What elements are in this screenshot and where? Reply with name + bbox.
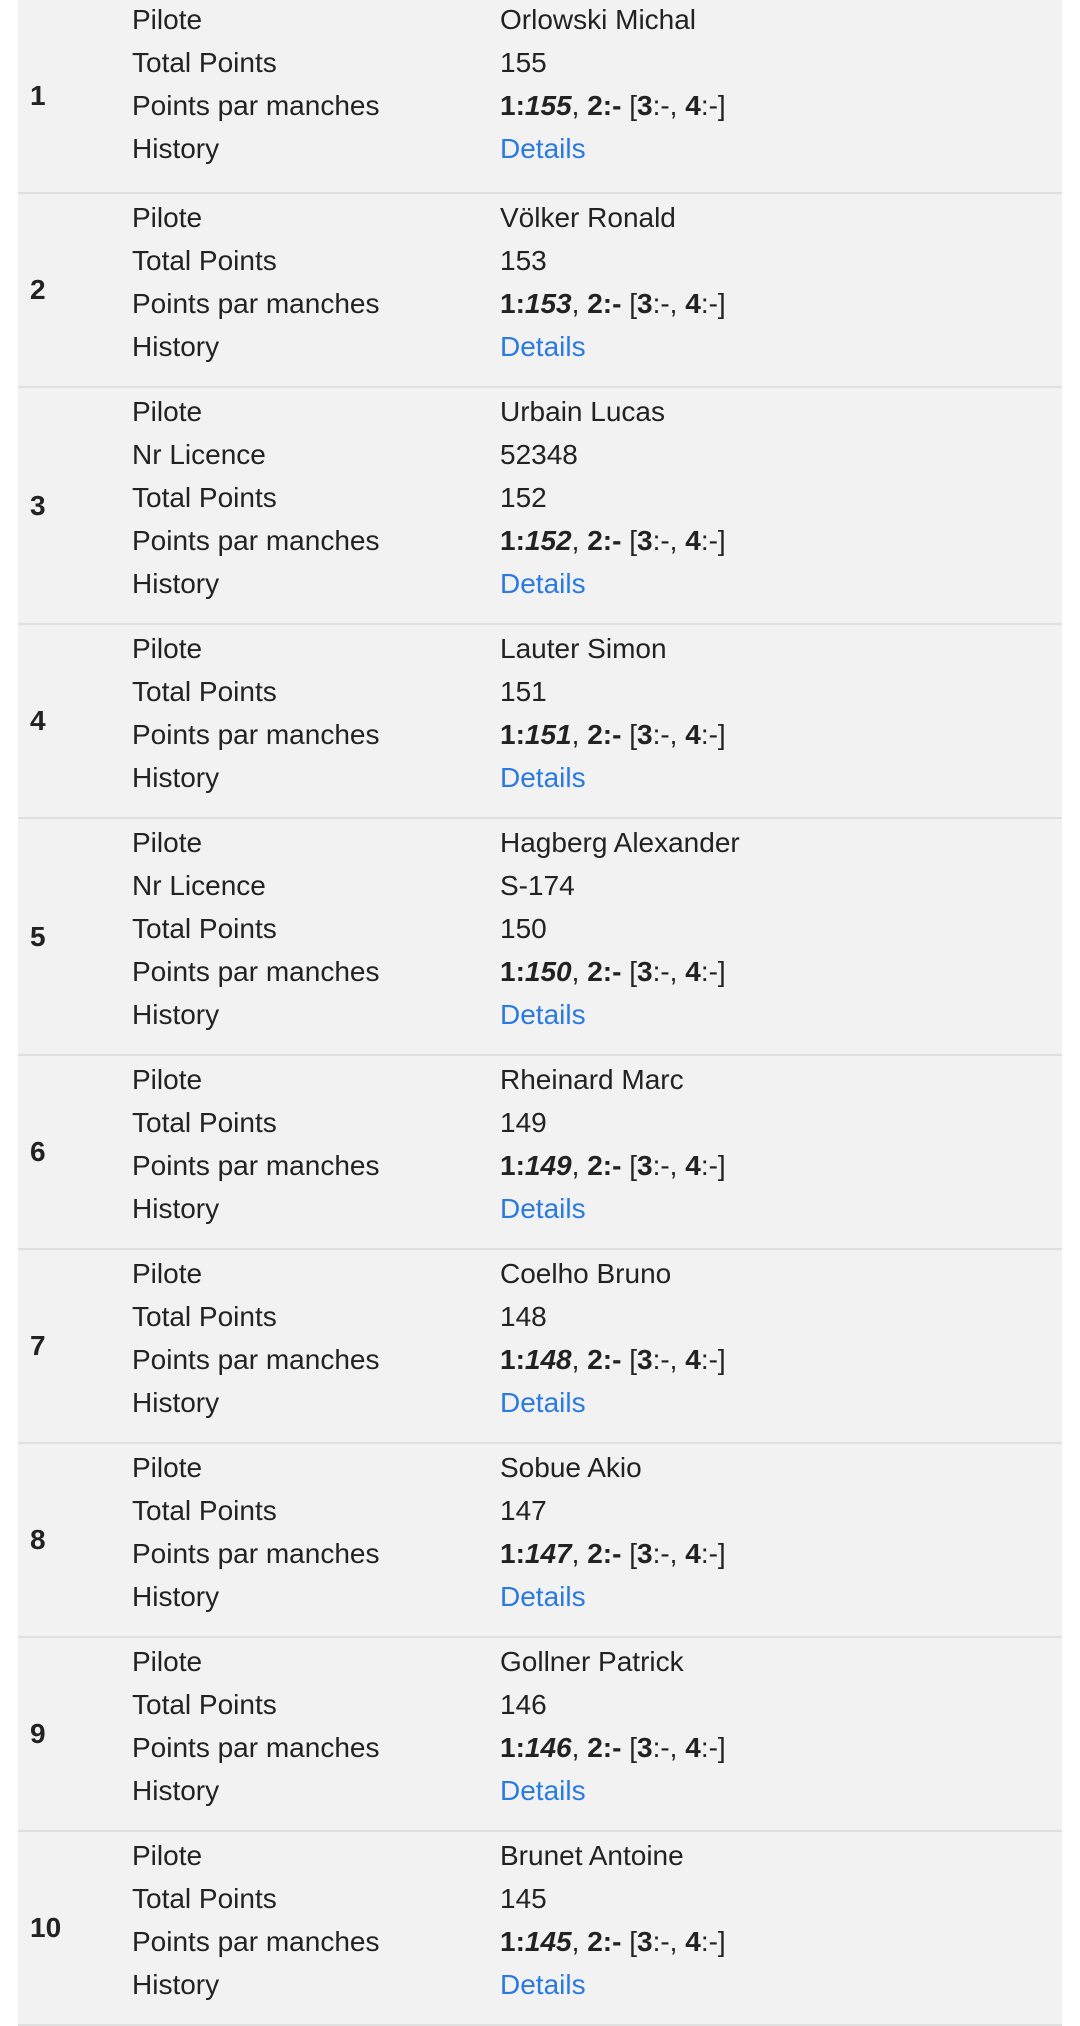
- results-table: [18, 0, 1062, 2026]
- round-1-points-text: 147: [524, 1538, 572, 1569]
- manches-value: [500, 1338, 726, 1381]
- round-3-label: 3: [636, 1732, 653, 1763]
- separator: ,: [669, 1732, 686, 1763]
- bracket-open: [: [621, 1538, 637, 1569]
- round-1-points: [525, 1150, 572, 1181]
- total-points-value: 155: [500, 47, 547, 78]
- round-2-points: :-: [602, 1538, 622, 1569]
- round-3-label: 3: [636, 1538, 653, 1569]
- history-line: [18, 325, 1062, 368]
- history-label: History: [132, 1193, 220, 1224]
- pilote-label: Pilote: [132, 4, 203, 35]
- rank-number: 1: [30, 80, 46, 111]
- pilote-value: Rheinard Marc: [500, 1064, 684, 1095]
- points-par-manches-label: Points par manches: [132, 1538, 380, 1569]
- pilote-label: Pilote: [132, 1064, 203, 1095]
- round-2-label: 2: [587, 525, 603, 556]
- bracket-open: [: [621, 1150, 637, 1181]
- points-par-manches-label: Points par manches: [132, 1150, 380, 1181]
- separator: ,: [571, 1926, 588, 1957]
- total-points-line: [18, 1683, 1062, 1726]
- total-points-label: Total Points: [132, 245, 277, 276]
- round-3-points: :-: [652, 956, 670, 987]
- points-par-manches-line: [18, 1532, 1062, 1575]
- points-par-manches-line: [18, 1338, 1062, 1381]
- manches-value: [500, 950, 726, 993]
- bracket-close: ]: [717, 956, 726, 987]
- total-points-value: 148: [500, 1301, 547, 1332]
- points-par-manches-label: Points par manches: [132, 1732, 380, 1763]
- details-link[interactable]: Details: [500, 133, 586, 164]
- total-points-line: [18, 1877, 1062, 1920]
- points-par-manches-line: [18, 1920, 1062, 1963]
- pilote-value: Völker Ronald: [500, 202, 676, 233]
- round-3-label: 3: [636, 288, 653, 319]
- round-4-points: :-: [700, 1926, 718, 1957]
- round-3-label: 3: [636, 1344, 653, 1375]
- round-2-points: :-: [602, 1926, 622, 1957]
- round-1-points: [525, 719, 572, 750]
- round-3-points: :-: [652, 719, 670, 750]
- round-3-points: :-: [652, 1344, 670, 1375]
- separator: ,: [571, 956, 588, 987]
- total-points-value: 150: [500, 913, 547, 944]
- round-1-points-text: 152: [524, 525, 572, 556]
- total-points-line: [18, 1101, 1062, 1144]
- round-4-points: :-: [700, 288, 718, 319]
- total-points-line: [18, 1489, 1062, 1532]
- separator: ,: [669, 1926, 686, 1957]
- total-points-value: 152: [500, 482, 547, 513]
- result-row: [18, 1056, 1062, 1250]
- round-4-points: :-: [700, 956, 718, 987]
- bracket-open: [: [621, 525, 637, 556]
- rank-number: 7: [30, 1330, 46, 1361]
- total-points-label: Total Points: [132, 676, 277, 707]
- points-par-manches-line: [18, 950, 1062, 993]
- bracket-open: [: [621, 1732, 637, 1763]
- bracket-close: ]: [717, 1732, 726, 1763]
- pilote-line: [18, 390, 1062, 433]
- total-points-label: Total Points: [132, 47, 277, 78]
- round-3-label: 3: [636, 1150, 653, 1181]
- round-1-colon: :: [515, 1150, 525, 1181]
- manches-value: [500, 1532, 726, 1575]
- bracket-close: ]: [717, 90, 726, 121]
- manches-value: [500, 713, 726, 756]
- history-line: [18, 1187, 1062, 1230]
- total-points-line: [18, 670, 1062, 713]
- round-4-label: 4: [685, 288, 701, 319]
- pilote-line: [18, 1834, 1062, 1877]
- manches-value: [500, 1144, 726, 1187]
- round-1-points: [525, 1732, 572, 1763]
- bracket-open: [: [621, 719, 637, 750]
- pilote-label: Pilote: [132, 1840, 203, 1871]
- pilote-line: [18, 627, 1062, 670]
- round-2-label: 2: [587, 1926, 603, 1957]
- history-label: History: [132, 999, 220, 1030]
- row-fields: [18, 1056, 1062, 1250]
- round-2-label: 2: [587, 1150, 603, 1181]
- result-row: [18, 1444, 1062, 1638]
- total-points-line: [18, 907, 1062, 950]
- points-par-manches-label: Points par manches: [132, 1344, 380, 1375]
- round-1-points: [525, 1538, 572, 1569]
- row-fields: [18, 0, 1062, 190]
- total-points-label: Total Points: [132, 1495, 277, 1526]
- round-1-colon: :: [515, 1344, 525, 1375]
- separator: ,: [571, 525, 588, 556]
- round-4-points: :-: [700, 719, 718, 750]
- history-line: [18, 756, 1062, 799]
- total-points-label: Total Points: [132, 1301, 277, 1332]
- licence-value: 52348: [500, 439, 578, 470]
- bracket-close: ]: [717, 1926, 726, 1957]
- total-points-line: [18, 41, 1062, 84]
- round-4-label: 4: [685, 719, 701, 750]
- history-label: History: [132, 1775, 220, 1806]
- manches-value: [500, 1726, 726, 1769]
- history-label: History: [132, 1969, 220, 2000]
- row-fields: [18, 819, 1062, 1056]
- round-4-label: 4: [685, 956, 701, 987]
- separator: ,: [571, 288, 588, 319]
- result-row: [18, 1250, 1062, 1444]
- points-par-manches-line: [18, 1726, 1062, 1769]
- history-line: [18, 1769, 1062, 1812]
- bracket-close: ]: [717, 1344, 726, 1375]
- total-points-value: 151: [500, 676, 547, 707]
- row-fields: [18, 194, 1062, 388]
- points-par-manches-line: [18, 282, 1062, 325]
- row-fields: [18, 1444, 1062, 1638]
- bracket-open: [: [621, 288, 637, 319]
- separator: ,: [669, 719, 686, 750]
- history-label: History: [132, 568, 220, 599]
- history-label: History: [132, 1387, 220, 1418]
- pilote-line: [18, 0, 1062, 41]
- round-2-label: 2: [587, 719, 603, 750]
- round-2-points: :-: [602, 956, 622, 987]
- manches-value: [500, 282, 726, 325]
- round-3-points: :-: [652, 1732, 670, 1763]
- round-1-colon: :: [515, 956, 525, 987]
- total-points-line: [18, 1295, 1062, 1338]
- result-row: [18, 1832, 1062, 2026]
- round-3-points: :-: [652, 1150, 670, 1181]
- pilote-value: Brunet Antoine: [500, 1840, 684, 1871]
- round-3-points: :-: [652, 288, 670, 319]
- total-points-value: 146: [500, 1689, 547, 1720]
- pilote-line: [18, 1058, 1062, 1101]
- round-1-label: 1: [500, 288, 516, 319]
- round-1-points-text: 146: [524, 1732, 572, 1763]
- round-1-label: 1: [500, 525, 516, 556]
- result-row: [18, 194, 1062, 388]
- total-points-line: [18, 476, 1062, 519]
- round-3-points: :-: [652, 90, 670, 121]
- round-3-label: 3: [636, 525, 653, 556]
- pilote-value: Gollner Patrick: [500, 1646, 684, 1677]
- bracket-close: ]: [717, 1150, 726, 1181]
- bracket-close: ]: [717, 288, 726, 319]
- history-label: History: [132, 762, 220, 793]
- pilote-value: Urbain Lucas: [500, 396, 665, 427]
- pilote-value: Lauter Simon: [500, 633, 667, 664]
- round-2-points: :-: [602, 1732, 622, 1763]
- history-line: [18, 127, 1062, 170]
- round-1-points: [525, 525, 572, 556]
- manches-value: [500, 519, 726, 562]
- points-par-manches-label: Points par manches: [132, 90, 380, 121]
- separator: ,: [669, 90, 686, 121]
- pilote-line: [18, 1446, 1062, 1489]
- round-1-colon: :: [515, 1732, 525, 1763]
- total-points-label: Total Points: [132, 482, 277, 513]
- history-line: [18, 1963, 1062, 2006]
- round-1-label: 1: [500, 1344, 516, 1375]
- row-fields: [18, 1832, 1062, 2026]
- licence-line: [18, 864, 1062, 907]
- history-line: [18, 1381, 1062, 1424]
- round-4-label: 4: [685, 1538, 701, 1569]
- total-points-line: [18, 239, 1062, 282]
- separator: ,: [571, 1150, 588, 1181]
- round-4-points: :-: [700, 1150, 718, 1181]
- total-points-value: 149: [500, 1107, 547, 1138]
- row-fields: [18, 1250, 1062, 1444]
- round-3-label: 3: [636, 719, 653, 750]
- points-par-manches-label: Points par manches: [132, 288, 380, 319]
- total-points-value: 153: [500, 245, 547, 276]
- pilote-label: Pilote: [132, 396, 203, 427]
- round-1-points: [525, 1926, 572, 1957]
- rank-number: 4: [30, 705, 46, 736]
- round-1-colon: :: [515, 525, 525, 556]
- points-par-manches-line: [18, 1144, 1062, 1187]
- round-1-points-text: 145: [524, 1926, 572, 1957]
- round-1-label: 1: [500, 956, 516, 987]
- total-points-label: Total Points: [132, 1883, 277, 1914]
- points-par-manches-label: Points par manches: [132, 956, 380, 987]
- separator: ,: [669, 1150, 686, 1181]
- history-line: [18, 562, 1062, 605]
- round-2-points: :-: [602, 288, 622, 319]
- pilote-line: [18, 821, 1062, 864]
- round-2-points: :-: [602, 719, 622, 750]
- row-fields: [18, 625, 1062, 819]
- round-1-points-text: 150: [524, 956, 572, 987]
- licence-label: Nr Licence: [132, 439, 266, 470]
- separator: ,: [571, 1732, 588, 1763]
- round-4-label: 4: [685, 1344, 701, 1375]
- round-1-label: 1: [500, 719, 516, 750]
- round-1-points: [525, 956, 572, 987]
- round-1-label: 1: [500, 1538, 516, 1569]
- round-1-points: [525, 90, 572, 121]
- pilote-line: [18, 1640, 1062, 1683]
- details-link[interactable]: Details: [500, 1581, 586, 1612]
- pilote-label: Pilote: [132, 633, 203, 664]
- round-2-label: 2: [587, 1538, 603, 1569]
- round-4-points: :-: [700, 1732, 718, 1763]
- round-1-colon: :: [515, 90, 525, 121]
- bracket-close: ]: [717, 719, 726, 750]
- bracket-open: [: [621, 1344, 637, 1375]
- pilote-label: Pilote: [132, 1258, 203, 1289]
- result-row: [18, 819, 1062, 1056]
- round-1-colon: :: [515, 1926, 525, 1957]
- rank-number: 6: [30, 1136, 46, 1167]
- round-2-label: 2: [587, 90, 603, 121]
- separator: ,: [571, 1538, 588, 1569]
- round-2-label: 2: [587, 1344, 603, 1375]
- round-1-label: 1: [500, 90, 516, 121]
- details-link[interactable]: Details: [500, 1969, 586, 2000]
- separator: ,: [571, 90, 588, 121]
- round-1-label: 1: [500, 1150, 516, 1181]
- total-points-label: Total Points: [132, 1107, 277, 1138]
- round-2-points: :-: [602, 1150, 622, 1181]
- details-link[interactable]: Details: [500, 1775, 586, 1806]
- separator: ,: [669, 956, 686, 987]
- result-row: [18, 625, 1062, 819]
- bracket-open: [: [621, 956, 637, 987]
- history-line: [18, 993, 1062, 1036]
- bracket-open: [: [621, 1926, 637, 1957]
- round-2-points: :-: [602, 1344, 622, 1375]
- round-1-points-text: 149: [524, 1150, 572, 1181]
- round-3-points: :-: [652, 525, 670, 556]
- history-label: History: [132, 1581, 220, 1612]
- round-1-points: [525, 1344, 572, 1375]
- separator: ,: [669, 1344, 686, 1375]
- rank-number: 8: [30, 1524, 46, 1555]
- separator: ,: [669, 1538, 686, 1569]
- round-4-points: :-: [700, 525, 718, 556]
- licence-value: S-174: [500, 870, 575, 901]
- round-4-label: 4: [685, 1150, 701, 1181]
- bracket-open: [: [621, 90, 637, 121]
- manches-value: [500, 1920, 726, 1963]
- manches-value: [500, 84, 726, 127]
- row-fields: [18, 1638, 1062, 1832]
- licence-label: Nr Licence: [132, 870, 266, 901]
- points-par-manches-line: [18, 713, 1062, 756]
- round-1-colon: :: [515, 288, 525, 319]
- separator: ,: [669, 525, 686, 556]
- separator: ,: [571, 1344, 588, 1375]
- pilote-label: Pilote: [132, 1646, 203, 1677]
- round-1-label: 1: [500, 1732, 516, 1763]
- result-row: [18, 388, 1062, 625]
- separator: ,: [669, 288, 686, 319]
- history-line: [18, 1575, 1062, 1618]
- rank-number: 3: [30, 489, 46, 521]
- history-label: History: [132, 133, 220, 164]
- details-link[interactable]: Details: [500, 999, 586, 1030]
- details-link[interactable]: Details: [500, 568, 586, 599]
- round-1-colon: :: [515, 1538, 525, 1569]
- separator: ,: [571, 719, 588, 750]
- round-2-label: 2: [587, 956, 603, 987]
- round-4-points: :-: [700, 1344, 718, 1375]
- round-3-label: 3: [636, 1926, 653, 1957]
- pilote-line: [18, 196, 1062, 239]
- round-3-label: 3: [636, 90, 653, 121]
- total-points-label: Total Points: [132, 1689, 277, 1720]
- history-label: History: [132, 331, 220, 362]
- round-4-points: :-: [700, 1538, 718, 1569]
- pilote-label: Pilote: [132, 827, 203, 858]
- result-row: [18, 1638, 1062, 1832]
- round-4-label: 4: [685, 90, 701, 121]
- round-4-label: 4: [685, 1926, 701, 1957]
- points-par-manches-line: [18, 519, 1062, 562]
- pilote-value: Orlowski Michal: [500, 4, 697, 35]
- pilote-line: [18, 1252, 1062, 1295]
- licence-line: [18, 433, 1062, 476]
- details-link[interactable]: Details: [500, 1193, 586, 1224]
- round-1-points: [525, 288, 572, 319]
- round-4-label: 4: [685, 525, 701, 556]
- points-par-manches-label: Points par manches: [132, 1926, 380, 1957]
- total-points-value: 147: [500, 1495, 547, 1526]
- pilote-label: Pilote: [132, 1452, 203, 1483]
- details-link[interactable]: Details: [500, 762, 586, 793]
- rank-number: 5: [30, 920, 46, 952]
- round-1-label: 1: [500, 1926, 516, 1957]
- pilote-value: Sobue Akio: [500, 1452, 642, 1483]
- round-4-label: 4: [685, 1732, 701, 1763]
- total-points-value: 145: [500, 1883, 547, 1914]
- round-4-points: :-: [700, 90, 718, 121]
- round-2-label: 2: [587, 1732, 603, 1763]
- points-par-manches-label: Points par manches: [132, 525, 380, 556]
- bracket-close: ]: [717, 1538, 726, 1569]
- result-row: [18, 0, 1062, 194]
- details-link[interactable]: Details: [500, 331, 586, 362]
- points-par-manches-label: Points par manches: [132, 719, 380, 750]
- pilote-label: Pilote: [132, 202, 203, 233]
- round-3-points: :-: [652, 1538, 670, 1569]
- round-3-label: 3: [636, 956, 653, 987]
- rank-number: 2: [30, 274, 46, 305]
- total-points-label: Total Points: [132, 913, 277, 944]
- round-2-label: 2: [587, 288, 603, 319]
- details-link[interactable]: Details: [500, 1387, 586, 1418]
- round-1-points-text: 155: [524, 90, 572, 121]
- points-par-manches-line: [18, 84, 1062, 127]
- round-3-points: :-: [652, 1926, 670, 1957]
- round-1-points-text: 153: [524, 288, 572, 319]
- round-1-colon: :: [515, 719, 525, 750]
- round-2-points: :-: [602, 90, 622, 121]
- round-2-points: :-: [602, 525, 622, 556]
- bracket-close: ]: [717, 525, 726, 556]
- rank-number: 9: [30, 1718, 46, 1749]
- rank-number: 10: [30, 1912, 62, 1943]
- round-1-points-text: 148: [524, 1344, 572, 1375]
- row-fields: [18, 388, 1062, 625]
- pilote-value: Hagberg Alexander: [500, 827, 740, 858]
- pilote-value: Coelho Bruno: [500, 1258, 672, 1289]
- round-1-points-text: 151: [524, 719, 572, 750]
